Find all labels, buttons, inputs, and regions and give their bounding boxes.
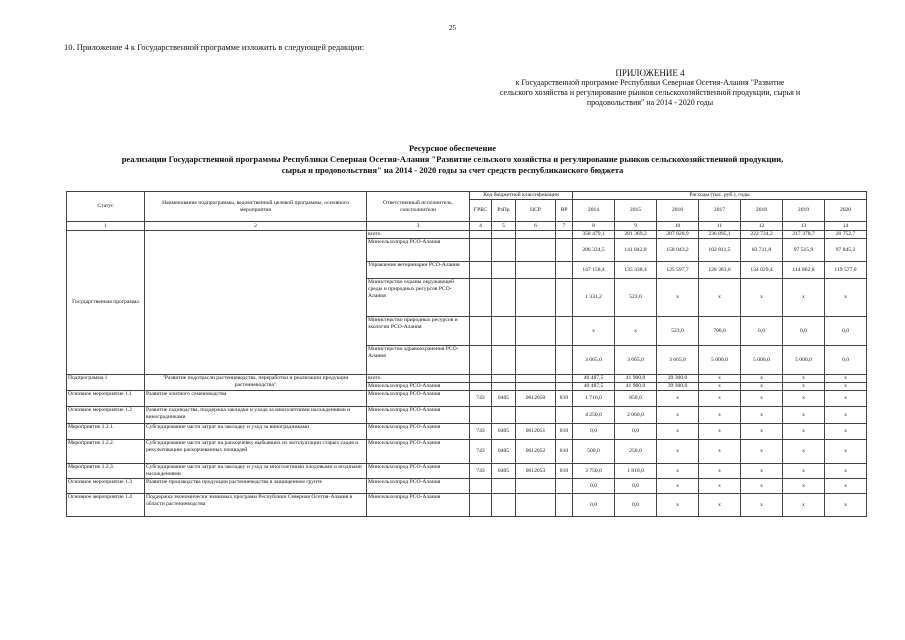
year-value: х <box>741 479 783 494</box>
budget-code <box>516 375 556 383</box>
year-value: х <box>657 424 699 440</box>
row-executor: Министерство охраны окружающей среды и природных ресурсов РСО-Алания <box>367 279 470 317</box>
year-value: х <box>699 375 741 383</box>
budget-csr: 0612050 <box>516 391 556 407</box>
year-value: 39 300,0 <box>657 383 699 391</box>
year-value: х <box>783 375 825 383</box>
year-value: 0,0 <box>615 479 657 494</box>
row-executor: всего <box>367 375 470 383</box>
budget-code <box>492 239 516 262</box>
year-value: 0,0 <box>573 424 615 440</box>
table-row <box>67 479 867 494</box>
year-value: х <box>783 279 825 317</box>
year-value: 114 862,8 <box>783 262 825 279</box>
budget-code <box>556 279 573 317</box>
year-value: 3 750,0 <box>573 464 615 479</box>
year-value: х <box>699 383 741 391</box>
year-value: х <box>783 479 825 494</box>
budget-grbs <box>470 494 492 517</box>
table-row <box>67 231 867 239</box>
col-number: 2 <box>145 222 367 231</box>
budget-code <box>556 375 573 383</box>
budget-code <box>556 262 573 279</box>
year-value: 206 324,5 <box>573 239 615 262</box>
year-value: х <box>741 440 783 464</box>
budget-code <box>516 262 556 279</box>
year-value: х <box>741 424 783 440</box>
year-value: 0,0 <box>615 494 657 517</box>
header-budget-code: Код бюджетной классификации <box>470 192 573 200</box>
year-value: 3 665,0 <box>615 346 657 375</box>
year-value: 523,0 <box>657 317 699 346</box>
budget-vr <box>556 494 573 517</box>
row-name: Развитие садоводства, поддержка закладки и ухода за многолетними насаждениями и виноградниками <box>145 407 367 424</box>
budget-code <box>492 375 516 383</box>
budget-code <box>492 231 516 239</box>
year-value: х <box>657 440 699 464</box>
budget-vr: 810 <box>556 440 573 464</box>
table-row <box>67 391 867 407</box>
year-value: 40 487,5 <box>573 383 615 391</box>
budget-code <box>516 383 556 391</box>
row-status: Мероприятие 1.2.3. <box>67 464 145 479</box>
year-value: х <box>657 407 699 424</box>
budget-code <box>492 383 516 391</box>
budget-code <box>470 383 492 391</box>
budget-code <box>470 262 492 279</box>
year-value: 4 250,0 <box>573 407 615 424</box>
row-status: Основное мероприятие 1.1 <box>67 391 145 407</box>
year-value: х <box>783 407 825 424</box>
header-name: Наименование подпрограммы, ведомственной целевой программы, основного мероприятия <box>145 192 367 222</box>
year-value: 128 383,6 <box>699 262 741 279</box>
row-status: Основное мероприятие 1.3 <box>67 479 145 494</box>
budget-vr: 810 <box>556 464 573 479</box>
budget-code <box>516 317 556 346</box>
year-value: х <box>699 479 741 494</box>
year-value: х <box>573 317 615 346</box>
year-value: х <box>783 383 825 391</box>
row-name <box>145 231 367 375</box>
row-name: Субсидирование части затрат на закладку и уход за виноградниками <box>145 424 367 440</box>
budget-code <box>556 346 573 375</box>
col-number: 6 <box>516 222 556 231</box>
appendix-header <box>460 68 840 108</box>
year-value: 119 577,0 <box>825 262 867 279</box>
budget-grbs: 743 <box>470 391 492 407</box>
intro-text: 10. Приложение 4 к Государственной программе изложить в следующей редакции: <box>64 42 365 52</box>
col-number: 7 <box>556 222 573 231</box>
year-value: х <box>783 391 825 407</box>
budget-rzpr: 0405 <box>492 391 516 407</box>
row-name: "Развитие подотрасли растениеводства, переработки и реализации продукции растениеводства" <box>145 375 367 391</box>
budget-vr: 810 <box>556 424 573 440</box>
year-value: 0,0 <box>615 424 657 440</box>
year-value: х <box>699 407 741 424</box>
budget-code <box>470 346 492 375</box>
budget-rzpr <box>492 479 516 494</box>
header-year: 2017 <box>699 200 741 222</box>
year-value: 0,0 <box>825 346 867 375</box>
year-value: х <box>825 279 867 317</box>
row-status: Основное мероприятие 1.4 <box>67 494 145 517</box>
col-number: 3 <box>367 222 470 231</box>
title-line: реализации Государственной программы Республики Северная Осетия-Алания "Развитие сельского хозяйства и регулирование рынков сельскохозяйственной продукции, <box>121 154 784 164</box>
title-line: сырья и продовольствия" на 2014 - 2020 годы за счет средств республиканского бюджета <box>281 165 624 175</box>
year-value: 102 811,5 <box>699 239 741 262</box>
budget-vr <box>556 479 573 494</box>
resource-table <box>66 191 867 517</box>
table-row <box>67 494 867 517</box>
budget-code <box>556 239 573 262</box>
budget-code <box>556 317 573 346</box>
budget-grbs: 743 <box>470 464 492 479</box>
appendix-heading: ПРИЛОЖЕНИЕ 4 <box>615 68 685 78</box>
row-executor: Минсельхозпрод РСО-Алания <box>367 440 470 464</box>
year-value: х <box>741 375 783 383</box>
row-name: Развитие элитного семеноводства <box>145 391 367 407</box>
col-number: 11 <box>699 222 741 231</box>
year-value: х <box>699 279 741 317</box>
col-number: 4 <box>470 222 492 231</box>
year-value: 5 000,0 <box>741 346 783 375</box>
budget-csr: 0612051 <box>516 424 556 440</box>
year-value: 287 828,9 <box>657 231 699 239</box>
header-year: 2020 <box>825 200 867 222</box>
year-value: х <box>825 479 867 494</box>
year-value: х <box>657 464 699 479</box>
budget-rzpr: 0405 <box>492 464 516 479</box>
budget-code <box>470 375 492 383</box>
year-value: х <box>657 479 699 494</box>
year-value: 500,0 <box>573 440 615 464</box>
year-value: х <box>741 391 783 407</box>
year-value: 236 895,1 <box>699 231 741 239</box>
row-executor: Минсельхозпрод РСО-Алания <box>367 494 470 517</box>
budget-rzpr: 0405 <box>492 440 516 464</box>
row-status: Мероприятие 1.2.1. <box>67 424 145 440</box>
budget-code <box>470 279 492 317</box>
row-name: Субсидирование части затрат на закладку и уход за многолетними плодовыми и ягодными насаждениями <box>145 464 367 479</box>
row-executor: Управление ветеринарии РСО-Алания <box>367 262 470 279</box>
col-number: 12 <box>741 222 783 231</box>
year-value: 39 300,0 <box>657 375 699 383</box>
header-status: Статус <box>67 192 145 222</box>
year-value: 3 665,0 <box>573 346 615 375</box>
year-value: х <box>699 464 741 479</box>
table-row <box>67 424 867 440</box>
budget-csr <box>516 479 556 494</box>
year-value: 0,0 <box>741 317 783 346</box>
appendix-line: к Государственной программе Республики Северная Осетия-Алания "Развитие <box>515 78 785 87</box>
budget-grbs <box>470 479 492 494</box>
budget-csr <box>516 494 556 517</box>
page-number: 25 <box>449 24 456 32</box>
year-value: х <box>615 317 657 346</box>
row-status: Государственная программа <box>67 231 145 375</box>
row-executor: Министерство природных ресурсов и экологии РСО-Алания <box>367 317 470 346</box>
year-value: х <box>699 424 741 440</box>
row-executor: всего <box>367 231 470 239</box>
header-vr: ВР <box>556 200 573 222</box>
header-executor: Ответственный исполнитель, соисполнители <box>367 192 470 222</box>
row-name: Субсидирование части затрат на раскорчевку выбывших из эксплуатации старых садов и рекультивацию раскорчеванных площадей <box>145 440 367 464</box>
year-value: 700,0 <box>699 317 741 346</box>
year-value: 141 842,8 <box>615 239 657 262</box>
row-executor: Минсельхозпрод РСО-Алания <box>367 391 470 407</box>
year-value: 217 378,7 <box>783 231 825 239</box>
budget-code <box>492 279 516 317</box>
year-value: 281 369,2 <box>615 231 657 239</box>
year-value: х <box>783 494 825 517</box>
year-value: 41 900,0 <box>615 383 657 391</box>
budget-rzpr <box>492 494 516 517</box>
year-value: 134 029,4 <box>741 262 783 279</box>
year-value: х <box>783 424 825 440</box>
header-year: 2018 <box>741 200 783 222</box>
appendix-line: сельского хозяйства и регулирование рынков сельскохозяйственной продукции, сырья и <box>499 88 801 97</box>
budget-code <box>516 239 556 262</box>
year-value: 358 479,1 <box>573 231 615 239</box>
budget-rzpr <box>492 407 516 424</box>
col-number: 13 <box>783 222 825 231</box>
table-row <box>67 440 867 464</box>
budget-csr <box>516 407 556 424</box>
year-value: 5 000,0 <box>699 346 741 375</box>
row-name: Развитие производства продукции растениеводства в защищенном грунте <box>145 479 367 494</box>
year-value: х <box>741 279 783 317</box>
header-year: 2016 <box>657 200 699 222</box>
col-number: 9 <box>615 222 657 231</box>
budget-code <box>516 346 556 375</box>
year-value: 523,0 <box>615 279 657 317</box>
col-number: 5 <box>492 222 516 231</box>
budget-code <box>470 231 492 239</box>
year-value: х <box>825 375 867 383</box>
budget-code <box>470 317 492 346</box>
year-value: 158 043,2 <box>657 239 699 262</box>
budget-code <box>516 231 556 239</box>
col-number: 10 <box>657 222 699 231</box>
budget-grbs <box>470 407 492 424</box>
year-value: х <box>741 494 783 517</box>
year-value: 850,0 <box>615 391 657 407</box>
row-executor: Минсельхозпрод РСО-Алания <box>367 479 470 494</box>
budget-rzpr: 0405 <box>492 424 516 440</box>
year-value: х <box>825 407 867 424</box>
year-value: 0,0 <box>783 317 825 346</box>
row-status: Мероприятие 1.2.2. <box>67 440 145 464</box>
budget-csr: 0612053 <box>516 464 556 479</box>
budget-grbs: 743 <box>470 424 492 440</box>
header-expenses: Расходы (тыс. руб.), годы <box>573 192 867 200</box>
year-value: 20 752,7 <box>825 231 867 239</box>
year-value: х <box>825 383 867 391</box>
header-year: 2019 <box>783 200 825 222</box>
year-value: х <box>741 407 783 424</box>
title-line: Ресурсное обеспечение <box>408 143 497 153</box>
year-value: х <box>657 391 699 407</box>
year-value: х <box>783 440 825 464</box>
row-executor: Минсельхозпрод РСО-Алания <box>367 424 470 440</box>
year-value: 0,0 <box>573 479 615 494</box>
col-number: 8 <box>573 222 615 231</box>
budget-code <box>470 239 492 262</box>
year-value: 40 487,5 <box>573 375 615 383</box>
year-value: х <box>825 464 867 479</box>
year-value: х <box>825 494 867 517</box>
row-executor: Минсельхозпрод РСО-Алания <box>367 464 470 479</box>
budget-code <box>492 346 516 375</box>
year-value: 1 716,0 <box>573 391 615 407</box>
row-executor: Минсельхозпрод РСО-Алания <box>367 407 470 424</box>
col-number: 1 <box>67 222 145 231</box>
appendix-line: продовольствия" на 2014 - 2020 годы <box>586 98 714 107</box>
year-value: 135 338,4 <box>615 262 657 279</box>
row-executor: Минсельхозпрод РСО-Алания <box>367 239 470 262</box>
header-rzpr: РзПр <box>492 200 516 222</box>
budget-code <box>492 317 516 346</box>
year-value: х <box>783 464 825 479</box>
budget-vr <box>556 407 573 424</box>
year-value: 147 158,4 <box>573 262 615 279</box>
header-year: 2015 <box>615 200 657 222</box>
year-value: 0,0 <box>825 317 867 346</box>
budget-code <box>556 231 573 239</box>
table-row <box>67 464 867 479</box>
row-status: Подпрограмма 1 <box>67 375 145 391</box>
year-value: 2 060,0 <box>615 407 657 424</box>
year-value: 222 734,2 <box>741 231 783 239</box>
year-value: х <box>657 279 699 317</box>
year-value: х <box>825 424 867 440</box>
year-value: 1 810,0 <box>615 464 657 479</box>
row-status: Основное мероприятие 1.2 <box>67 407 145 424</box>
header-year: 2014 <box>573 200 615 222</box>
row-executor: Минсельхозпрод РСО-Алания <box>367 383 470 391</box>
header-grbs: ГРБС <box>470 200 492 222</box>
year-value: 5 000,0 <box>783 346 825 375</box>
year-value: 1 331,2 <box>573 279 615 317</box>
year-value: 97 845,2 <box>825 239 867 262</box>
year-value: 83 711,8 <box>741 239 783 262</box>
document-title <box>0 143 905 176</box>
year-value: 0,0 <box>573 494 615 517</box>
col-number: 14 <box>825 222 867 231</box>
year-value: х <box>741 464 783 479</box>
budget-grbs: 743 <box>470 440 492 464</box>
year-value: 125 597,7 <box>657 262 699 279</box>
year-value: х <box>657 494 699 517</box>
table-row <box>67 407 867 424</box>
year-value: 97 515,9 <box>783 239 825 262</box>
budget-code <box>492 262 516 279</box>
budget-code <box>556 383 573 391</box>
year-value: х <box>825 391 867 407</box>
budget-code <box>516 279 556 317</box>
budget-vr: 810 <box>556 391 573 407</box>
table-body <box>67 231 867 517</box>
row-name: Поддержка экономически значимых программ Республики Северная Осетия-Алания в области растениеводства <box>145 494 367 517</box>
year-value: 3 665,0 <box>657 346 699 375</box>
header-csr: ЦСР <box>516 200 556 222</box>
year-value: 250,0 <box>615 440 657 464</box>
year-value: х <box>699 391 741 407</box>
budget-csr: 0612052 <box>516 440 556 464</box>
table-row <box>67 375 867 383</box>
year-value: х <box>825 440 867 464</box>
year-value: х <box>741 383 783 391</box>
year-value: 41 900,0 <box>615 375 657 383</box>
year-value: х <box>699 494 741 517</box>
year-value: х <box>699 440 741 464</box>
row-executor: Министерство здравоохранения РСО-Алания <box>367 346 470 375</box>
